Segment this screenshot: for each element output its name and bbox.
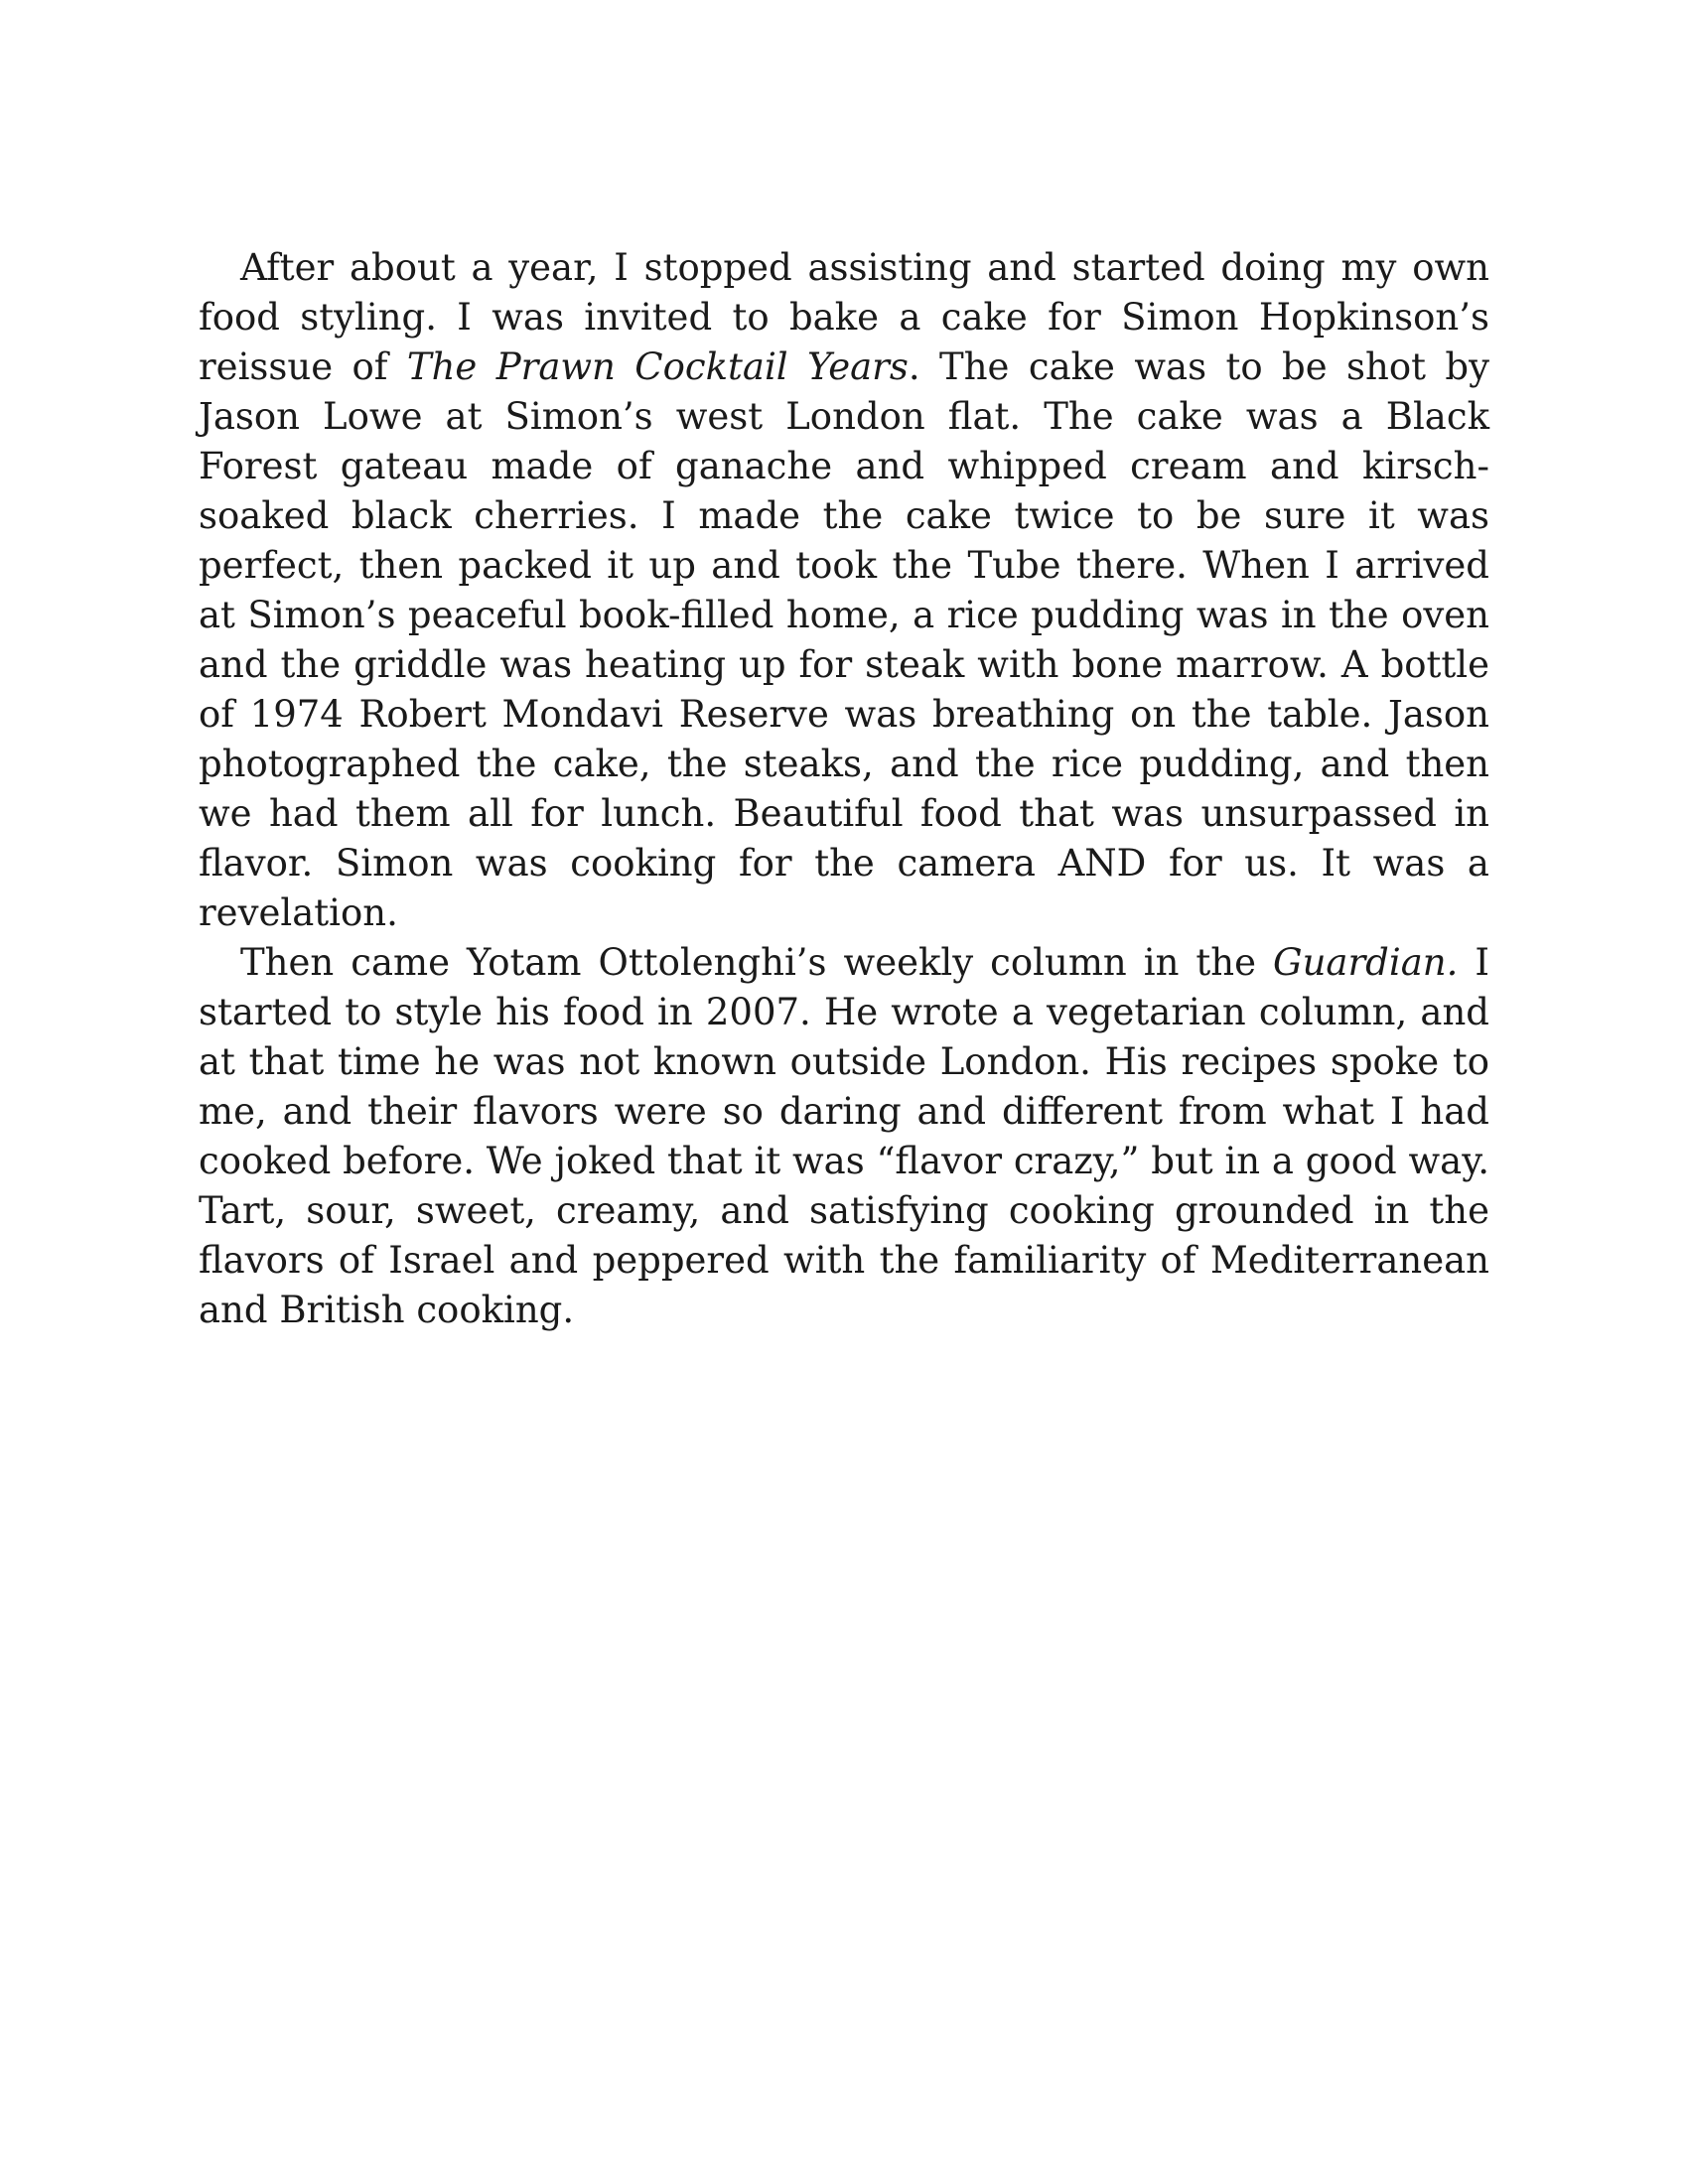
book-title: The Prawn Cocktail Years	[406, 345, 909, 388]
paragraph-text: . The cake was to be shot by Jason Lowe at Simon’s west London flat. The cake was a Black Forest gateau made of ganache and whipped cream and kirsch-soaked black cherries. I made the cake twice to be sure it was perfect, then packed it up and took the Tube there. When I arrived at Simon’s peaceful book-filled home, a rice pudding was in the oven and the griddle was heating up for steak with bone marrow. A bottle of 1974 Robert Mondavi Reserve was breathing on the table. Jason photographed the cake, the steaks, and the rice pudding, and then we had them all for lunch. Beautiful food that was unsurpassed in flavor. Simon was cooking for the camera AND for us. It was a revelation.	[199, 345, 1489, 934]
paragraph-ottolenghi	[199, 938, 1489, 1335]
paragraph-text: Then came Yotam Ottolenghi’s weekly column in the	[240, 941, 1274, 984]
paragraph-text: After about a year, I stopped assisting and started doing my own food styling. I was invited to bake a cake for Simon Hopkinson’s reissue of	[199, 246, 1489, 388]
body-text	[199, 243, 1489, 1335]
paragraph-food-styling	[199, 243, 1489, 938]
paragraph-text: I started to style his food in 2007. He wrote a vegetarian column, and at that time he was not known outside London. His recipes spoke to me, and their flavors were so daring and different from what I had cooked before. We joked that it was “flavor crazy,” but in a good way. Tart, sour, sweet, creamy, and satisfying cooking grounded in the flavors of Israel and peppered with the familiarity of Mediterranean and British cooking.	[199, 941, 1489, 1331]
publication-title: Guardian.	[1273, 941, 1459, 984]
